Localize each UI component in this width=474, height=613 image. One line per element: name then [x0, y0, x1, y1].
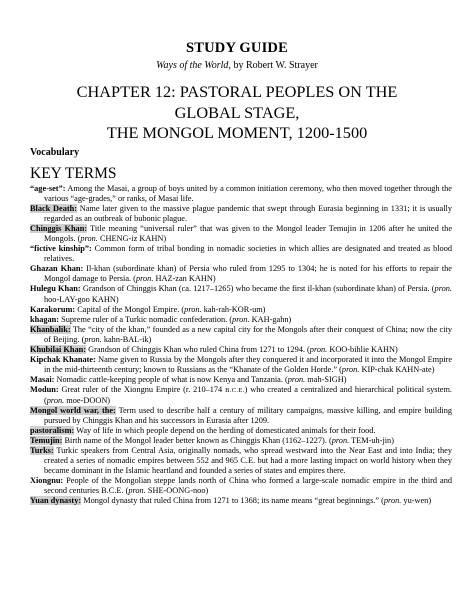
pronunciation: hoo-LAY-goo KAHN): [44, 294, 119, 304]
term-name: “age-set”:: [30, 184, 66, 193]
term-entry: [30, 244, 452, 264]
pronunciation: mah-SIGH): [305, 374, 347, 384]
term-definition: Turkic speakers from Central Asia, originally nomads, who spread westward into the Near East and into India; they created a series of nomadic empires between 552 and 965 C.E. but had a more lasting impact on world history when they became dominant in the Islamic heartland and founded a series of states and empires there.: [44, 446, 452, 476]
term-entry: [30, 284, 452, 304]
term-entry: [30, 406, 452, 426]
term-definition: Supreme ruler of a Turkic nomadic confederation. (: [59, 314, 233, 324]
term-name: Khubilai Khan:: [30, 344, 87, 354]
pronunciation: kahn-BAL-ik): [101, 334, 152, 344]
term-definition: Among the Masai, a group of boys united by a common initiation ceremony, who then moved together through the various “age-grades,” or ranks, of Masai life.: [44, 184, 452, 204]
term-entry: [30, 264, 452, 284]
term-entry: [30, 204, 452, 224]
book-subtitle: [0, 60, 474, 71]
term-definition: Way of life in which people depend on the herding of domesticated animals for their food.: [74, 426, 376, 436]
pronunciation-label: pron.: [287, 374, 306, 384]
term-entry: [30, 426, 452, 436]
term-entry: [30, 385, 452, 406]
term-name: Karakorum:: [30, 304, 76, 314]
study-guide-title: STUDY GUIDE: [186, 40, 288, 56]
pronunciation: kah-rah-KOR-um): [201, 304, 266, 314]
pronunciation: moe-DOON): [64, 395, 111, 405]
pronunciation-label: pron.: [84, 334, 102, 344]
term-name: Yuan dynasty:: [30, 496, 82, 506]
pronunciation: KAH-gahn): [249, 314, 292, 324]
term-entry: [30, 345, 452, 355]
term-name: pastoralism:: [30, 426, 75, 436]
pronunciation-label: pron.: [232, 314, 250, 324]
term-definition: Name later given to the massive plague pandemic that swept through Eurasia beginning in 1331; it is usually regarded as an outbreak of bubonic plague.: [44, 204, 452, 224]
term-name: Mongol world war, the:: [30, 406, 116, 416]
term-definition: Grandson of Chinggis Khan who ruled China from 1271 to 1294. (: [86, 344, 310, 354]
term-definition: The “city of the khan,” founded as a new capital city for the Mongols after their conquest of China; now the city of Beijing. (: [44, 324, 452, 344]
term-name: Hulegu Khan:: [30, 284, 81, 294]
pronunciation: yu-wen): [401, 496, 432, 506]
term-name: Xiongnu:: [30, 476, 64, 486]
term-definition: Capital of the Mongol Empire. (: [75, 304, 185, 314]
pronunciation: TEM-uh-jin): [349, 436, 394, 446]
term-name: Modun:: [30, 384, 59, 394]
term-name: Kipchak Khanate:: [30, 354, 96, 364]
chapter-line-1: CHAPTER 12: PASTORAL PEOPLES ON THE: [76, 82, 398, 101]
term-entry: [30, 446, 452, 476]
pronunciation-label: pron.: [341, 364, 360, 374]
term-definition: Nomadic cattle-keeping people of what is now Kenya and Tanzania. (: [54, 374, 288, 384]
term-name: Turks:: [30, 446, 54, 456]
chapter-line-3: THE MONGOL MOMENT, 1200-1500: [106, 123, 368, 142]
term-definition: Great ruler of the Xiongnu Empire (r. 210–174: [58, 384, 226, 394]
era-abbreviation: B.C.E.: [225, 386, 245, 394]
term-definition: Common form of tribal bonding in nomadic societies in which allies are designated and treated as blood relatives.: [44, 244, 452, 264]
term-name: Khanbalik:: [30, 324, 71, 334]
pronunciation-label: pron.: [135, 274, 154, 284]
pronunciation: KIP-chak KAHN-ate): [359, 364, 435, 374]
vocabulary-heading: Vocabulary: [30, 147, 80, 158]
term-name: Chinggis Khan:: [30, 224, 88, 234]
pronunciation: CHENG-iz KAHN): [97, 234, 167, 244]
pronunciation: HAZ-zan KAHN): [153, 274, 216, 284]
term-entry: [30, 315, 452, 325]
term-name: Masai:: [30, 374, 55, 384]
term-entry: [30, 184, 452, 204]
term-definition: Mongol dynasty that ruled China from 1271 to 1368; its name means “great beginnings.” (: [81, 496, 384, 506]
term-entry: [30, 375, 452, 385]
term-definition: People of the Mongolian steppe lands north of China who formed a large-scale nomadic empire in the third and second centuries B.C.E. (: [44, 476, 452, 496]
term-name: Black Death:: [30, 204, 77, 214]
term-entry: [30, 496, 452, 506]
term-name: Temujin:: [30, 436, 63, 446]
term-definition: Term used to describe half a century of military campaigns, massive killing, and empire building pursued by Chinggis Khan and his successors in Eurasia after 1209.: [44, 406, 452, 426]
pronunciation-label: pron.: [128, 486, 146, 496]
term-name: khagan:: [30, 314, 60, 324]
term-entry: [30, 325, 452, 345]
term-definition-continued: ) who created a centralized and hierarchical political system. (: [44, 384, 452, 405]
pronunciation-label: pron.: [309, 344, 328, 354]
pronunciation-label: pron.: [80, 234, 98, 244]
pronunciation-label: pron.: [434, 284, 452, 294]
book-author: by Robert W. Strayer: [230, 60, 318, 71]
key-terms-heading: KEY TERMS: [30, 165, 117, 182]
term-entry: [30, 436, 452, 446]
pronunciation-label: pron.: [331, 436, 350, 446]
pronunciation: SHE-OONG-noo): [145, 486, 209, 496]
term-definition: Title meaning “universal ruler” that was given to the Mongol leader Temujin in 1206 after he united the Mongols. (: [44, 224, 452, 244]
term-name: Ghazan Khan:: [30, 264, 84, 274]
term-entry: [30, 305, 452, 315]
pronunciation-label: pron.: [46, 395, 65, 405]
pronunciation-label: pron.: [184, 304, 202, 314]
term-definition: Il-khan (subordinate khan) of Persia who ruled from 1295 to 1304; he is noted for his efforts to repair the Mongol damage to Persia. (: [44, 264, 452, 284]
term-definition: Grandson of Chinggis Khan (ca. 1217–1265) who became the first il-khan (subordinate khan) of Persia. (: [80, 284, 435, 294]
term-entry: [30, 355, 452, 375]
term-entry: [30, 224, 452, 244]
term-definition: Birth name of the Mongol leader better known as Chinggis Khan (1162–1227). (: [62, 436, 332, 446]
pronunciation-label: pron.: [383, 496, 402, 506]
chapter-heading: [20, 82, 454, 144]
term-definition: Name given to Russia by the Mongols after they conquered it and incorporated it into the Mongol Empire in the mid-thirteenth century; known to Russians as the “Khanate of the Golden Horde.” (: [44, 354, 452, 374]
pronunciation: KOO-bihlie KAHN): [327, 344, 398, 354]
book-title: Ways of the World,: [156, 60, 231, 71]
key-terms-list: [30, 184, 452, 507]
term-name: “fictive kinship”:: [30, 244, 92, 254]
chapter-line-2: GLOBAL STAGE,: [174, 102, 300, 122]
term-entry: [30, 476, 452, 496]
